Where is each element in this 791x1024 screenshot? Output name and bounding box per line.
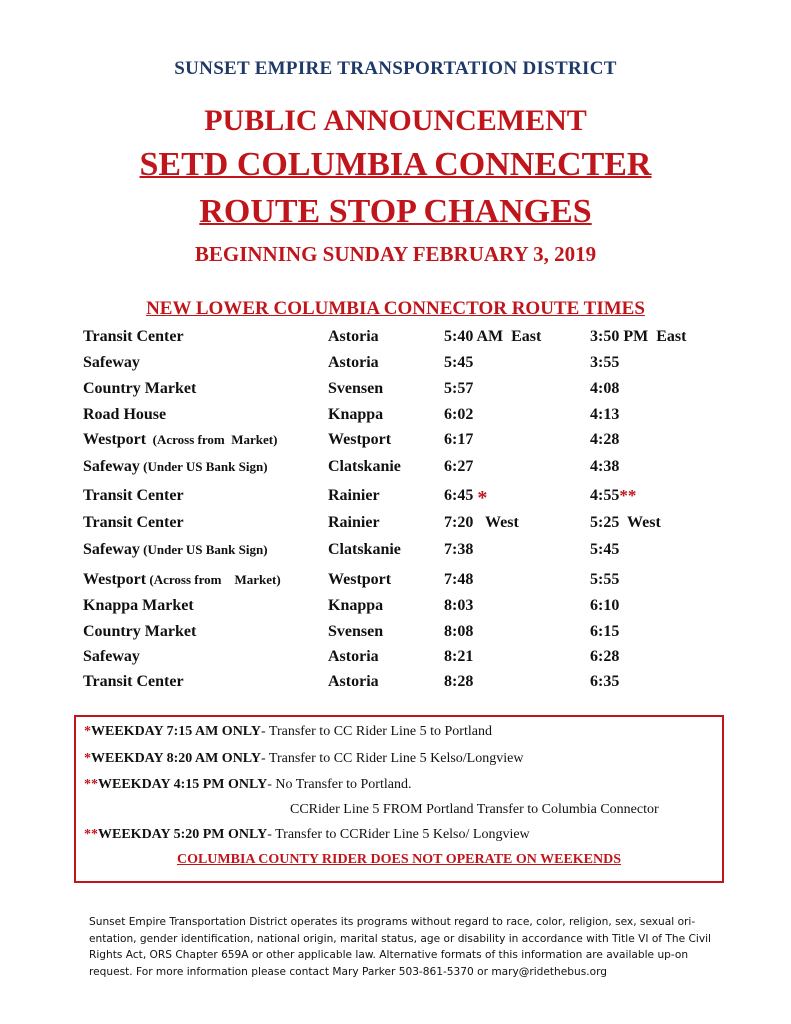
announcement-heading: PUBLIC ANNOUNCEMENT: [204, 104, 587, 137]
afternoon-time: [590, 431, 619, 449]
stop-label: Country Market: [83, 380, 197, 397]
schedule-row: [0, 458, 791, 480]
afternoon-time-value: 5:55: [590, 571, 620, 588]
note-bold: WEEKDAY 4:15 PM ONLY: [98, 777, 268, 792]
stop-name: [83, 597, 194, 615]
note-line: [84, 777, 411, 793]
morning-time: [444, 648, 473, 666]
morning-time-value: 6:27: [444, 458, 474, 475]
stop-label: Transit Center: [83, 328, 184, 345]
stop-label: Transit Center: [83, 514, 184, 531]
stop-name: [83, 673, 184, 691]
stop-label: Safeway: [83, 354, 140, 371]
afternoon-time-value: 6:15: [590, 623, 620, 640]
morning-time-value: 8:03: [444, 597, 474, 614]
note-marker: **: [84, 777, 98, 792]
afternoon-time: [590, 623, 619, 641]
stop-name: [83, 571, 281, 589]
stop-label: Westport: [83, 431, 147, 448]
stop-name: [83, 623, 196, 641]
town-name: Clatskanie: [328, 458, 401, 475]
town-name: Svensen: [328, 380, 384, 397]
stop-label: Westport: [83, 571, 147, 588]
stop-note: (Across from Market): [146, 432, 278, 447]
stop-label: Country Market: [83, 623, 197, 640]
morning-time: [444, 431, 473, 449]
stop-name: [83, 354, 140, 372]
stop-name: [83, 328, 184, 346]
stop-label: Transit Center: [83, 673, 184, 690]
afternoon-time-value: 4:08: [590, 380, 620, 397]
afternoon-time: [590, 673, 619, 691]
note-text: - Transfer to CC Rider Line 5 Kelso/Longview: [260, 751, 524, 766]
morning-time-value: 6:02: [444, 406, 474, 423]
title-line-2: ROUTE STOP CHANGES: [199, 193, 592, 230]
schedule-row: [0, 623, 791, 645]
stop-note: (Across from Market): [146, 572, 281, 587]
schedule-row: [0, 571, 791, 593]
schedule-row: [0, 328, 791, 350]
morning-time: [444, 487, 488, 509]
town-name: Westport: [328, 571, 392, 588]
morning-time: [444, 623, 473, 641]
stop-label: Road House: [83, 406, 167, 423]
afternoon-time: [590, 354, 619, 372]
morning-time-value: 5:40 AM East: [444, 328, 542, 345]
nondiscrimination-footer: Sunset Empire Transportation District operates its programs without regard to race, color, religion, sex, sexual ori-entation, gender identification, national origin, marital status, age or disability in accordance with Title VI of The Civil Rights Act, ORS Chapter 659A or other applicable law. Alternative formats of this information are available up-on request. For more information please contact Mary Parker 503-861-5370 or mary@ridethebus.org: [89, 916, 711, 978]
afternoon-time-value: 4:13: [590, 406, 620, 423]
morning-time: [444, 458, 473, 476]
stop-name: [83, 380, 196, 398]
schedule-row: [0, 406, 791, 428]
morning-time-value: 7:38: [444, 541, 474, 558]
stop-name: [83, 648, 140, 666]
town-name: Astoria: [328, 648, 379, 665]
schedule-row: [0, 487, 791, 509]
morning-time: [444, 571, 473, 589]
stop-name: [83, 431, 277, 449]
town-name: Astoria: [328, 673, 379, 690]
afternoon-time-value: 5:45: [590, 541, 620, 558]
schedule-row: [0, 648, 791, 670]
notes-box: [74, 715, 724, 883]
morning-time: [444, 541, 473, 559]
morning-time: [444, 328, 541, 346]
note-text: - No Transfer to Portland.: [267, 777, 412, 792]
stop-name: [83, 541, 268, 559]
town-name: Rainier: [328, 514, 380, 531]
note-line: [84, 751, 523, 767]
note-marker: *: [84, 751, 91, 766]
schedule-row: [0, 597, 791, 619]
district-name: SUNSET EMPIRE TRANSPORTATION DISTRICT: [174, 58, 617, 79]
schedule-row: [0, 354, 791, 376]
afternoon-time: [590, 541, 619, 559]
town-name: Knappa: [328, 597, 384, 614]
effective-date: BEGINNING SUNDAY FEBRUARY 3, 2019: [194, 242, 597, 266]
stop-label: Transit Center: [83, 487, 184, 504]
morning-time-value: 8:28: [444, 673, 474, 690]
afternoon-time-value: 6:35: [590, 673, 620, 690]
morning-time: [444, 514, 519, 532]
morning-time-value: 7:20 West: [444, 514, 519, 531]
town-name: Westport: [328, 431, 392, 448]
stop-label: Safeway: [83, 541, 140, 558]
stop-label: Knappa Market: [83, 597, 194, 614]
afternoon-time: [590, 486, 637, 505]
stop-name: [83, 487, 184, 505]
stop-note: (Under US Bank Sign): [139, 542, 268, 557]
title-line-1: SETD COLUMBIA CONNECTER: [139, 146, 652, 183]
schedule-row: [0, 541, 791, 563]
morning-time-value: 5:57: [444, 380, 474, 397]
afternoon-marker: **: [619, 486, 637, 505]
town-name: Knappa: [328, 406, 384, 423]
morning-time-value: 5:45: [444, 354, 474, 371]
note-line: [84, 827, 530, 843]
afternoon-time: [590, 380, 619, 398]
morning-time: [444, 673, 473, 691]
stop-name: [83, 406, 166, 424]
morning-time-value: 6:45: [444, 487, 478, 504]
note-bold: WEEKDAY 7:15 AM ONLY: [91, 724, 261, 739]
town-name: Astoria: [328, 328, 379, 345]
afternoon-time-value: 6:10: [590, 597, 620, 614]
afternoon-time-value: 4:55: [590, 487, 620, 504]
afternoon-time: [590, 406, 619, 424]
afternoon-time-value: 3:50 PM East: [590, 328, 687, 345]
afternoon-time: [590, 571, 619, 589]
afternoon-time-value: 5:25 West: [590, 514, 661, 531]
morning-time: [444, 380, 473, 398]
stop-name: [83, 514, 184, 532]
town-name: Clatskanie: [328, 541, 401, 558]
schedule-row: [0, 514, 791, 536]
schedule-row: [0, 431, 791, 453]
afternoon-time: [590, 514, 661, 532]
morning-time: [444, 406, 473, 424]
morning-time: [444, 354, 473, 372]
town-name: Astoria: [328, 354, 379, 371]
afternoon-time: [590, 648, 619, 666]
afternoon-time-value: 4:28: [590, 431, 620, 448]
weekend-notice: COLUMBIA COUNTY RIDER DOES NOT OPERATE ON WEEKENDS: [176, 852, 622, 867]
schedule-row: [0, 673, 791, 695]
stop-note: (Under US Bank Sign): [139, 459, 268, 474]
schedule-heading: NEW LOWER COLUMBIA CONNECTOR ROUTE TIMES: [146, 298, 645, 319]
afternoon-time-value: 3:55: [590, 354, 620, 371]
note-continuation: CCRider Line 5 FROM Portland Transfer to Columbia Connector: [290, 802, 659, 817]
note-line: [84, 724, 492, 740]
note-marker: *: [84, 724, 91, 739]
note-bold: WEEKDAY 8:20 AM ONLY: [91, 751, 261, 766]
morning-time-value: 8:08: [444, 623, 474, 640]
afternoon-time: [590, 597, 619, 615]
town-name: Rainier: [328, 487, 380, 504]
morning-time-value: 8:21: [444, 648, 474, 665]
stop-label: Safeway: [83, 648, 140, 665]
morning-time-value: 6:17: [444, 431, 474, 448]
note-marker: **: [84, 827, 98, 842]
town-name: Svensen: [328, 623, 384, 640]
stop-name: [83, 458, 268, 476]
note-bold: WEEKDAY 5:20 PM ONLY: [98, 827, 268, 842]
morning-time-value: 7:48: [444, 571, 474, 588]
afternoon-time-value: 6:28: [590, 648, 620, 665]
morning-marker: *: [477, 487, 488, 509]
stop-label: Safeway: [83, 458, 140, 475]
note-text: - Transfer to CCRider Line 5 Kelso/ Longview: [267, 827, 530, 842]
note-text: - Transfer to CC Rider Line 5 to Portland: [260, 724, 492, 739]
morning-time: [444, 597, 473, 615]
afternoon-time: [590, 328, 686, 346]
afternoon-time: [590, 458, 619, 476]
schedule-row: [0, 380, 791, 402]
afternoon-time-value: 4:38: [590, 458, 620, 475]
